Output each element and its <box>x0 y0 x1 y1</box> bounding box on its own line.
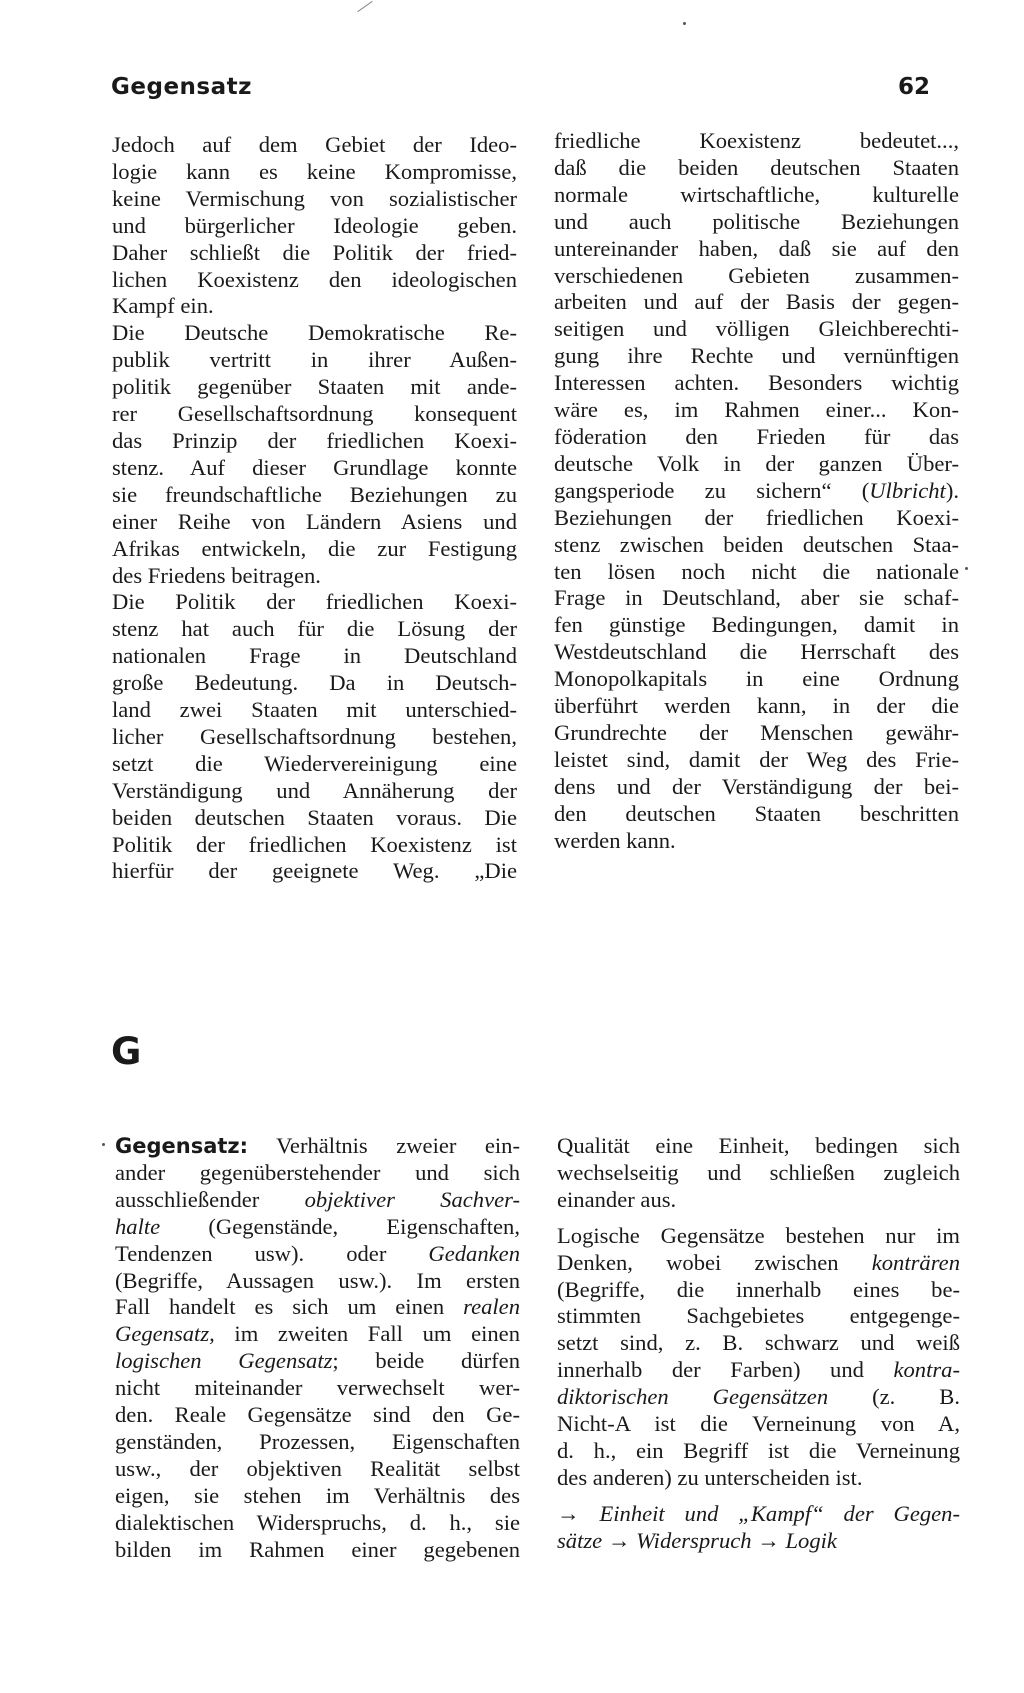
text-line <box>554 478 959 505</box>
text-line: Die Politik der friedlichen Koexi- <box>112 589 517 615</box>
text-line <box>115 1187 520 1214</box>
text-line: einander aus. <box>557 1186 677 1212</box>
text-line: Grundrechte der Menschen gewähr- <box>554 719 959 745</box>
text-line: Die Deutsche Demokratische Re- <box>112 320 517 346</box>
text-line: Politik der friedlichen Koexistenz ist <box>112 831 517 857</box>
text-line: politik gegenüber Staaten mit ande- <box>112 374 517 400</box>
text-line: hierfür der geeignete Weg. „Die <box>112 858 517 884</box>
column-bottom-right <box>557 1133 960 1555</box>
text-line: d. h., ein Begriff ist die Verneinung <box>557 1437 960 1463</box>
text-run: Verhältnis zweier ein- <box>248 1133 520 1158</box>
section-letter: G <box>111 1030 142 1073</box>
text-line <box>115 1348 520 1375</box>
text-run: ; beide dürfen <box>332 1348 520 1374</box>
text-line: genständen, Prozessen, Eigenschaften <box>115 1428 520 1454</box>
text-line: sie freundschaftliche Beziehungen zu <box>112 481 517 507</box>
text-line: ander gegenüberstehender und sich <box>115 1159 520 1185</box>
text-line <box>557 1250 960 1277</box>
text-line <box>557 1384 960 1411</box>
text-line: wäre es, im Rahmen einer... Kon- <box>554 397 959 423</box>
text-line: (Begriffe, Aussagen usw.). Im ersten <box>115 1267 520 1293</box>
text-run: Tendenzen usw). oder <box>115 1240 429 1266</box>
text-line: wechselseitig und schließen zugleich <box>557 1159 960 1185</box>
see-also-line <box>557 1528 960 1555</box>
text-line: land zwei Staaten mit unterschied- <box>112 697 517 723</box>
running-header-title: Gegensatz <box>111 74 253 100</box>
paragraph-gap <box>557 1492 960 1501</box>
text-line: nicht miteinander verwechselt wer- <box>115 1375 520 1401</box>
text-line: gung ihre Rechte und vernünftigen <box>554 343 959 369</box>
text-line: stimmten Sachgebietes entgegenge- <box>557 1303 960 1329</box>
text-line: den deutschen Staaten beschritten <box>554 800 959 826</box>
entry-headword: Gegensatz: <box>115 1134 249 1158</box>
text-run: Denken, wobei zwischen <box>557 1249 872 1275</box>
page-number: 62 <box>898 74 931 100</box>
scan-mark <box>683 22 686 25</box>
italic-term: Gegensatz, <box>115 1321 215 1347</box>
text-line: Jedoch auf dem Gebiet der Ideo- <box>112 132 517 157</box>
text-line: Interessen achten. Besonders wichtig <box>554 370 959 396</box>
column-bottom-left <box>115 1133 520 1564</box>
text-line: usw., der objektiven Realität selbst <box>115 1455 520 1481</box>
text-line: verschiedenen Gebieten zusammen- <box>554 262 959 288</box>
see-also-ref: Widerspruch <box>636 1527 752 1553</box>
text-line: den. Reale Gegensätze sind den Ge- <box>115 1402 520 1428</box>
text-line <box>115 1241 520 1268</box>
text-line: Qualität eine Einheit, bedingen sich <box>557 1133 960 1158</box>
arrow-icon: → <box>757 1527 780 1553</box>
text-line: licher Gesellschaftsordnung bestehen, <box>112 723 517 749</box>
italic-term: halte <box>115 1213 161 1239</box>
text-line: friedliche Koexistenz bedeutet..., <box>554 128 959 153</box>
italic-term: objektiver Sachver- <box>304 1186 520 1212</box>
scan-mark <box>102 1143 105 1146</box>
arrow-icon: → <box>607 1527 631 1553</box>
text-line: Daher schließt die Politik der fried- <box>112 239 517 265</box>
scan-mark <box>357 1 372 12</box>
text-run: ausschließender <box>115 1186 305 1212</box>
text-line: leistet sind, damit der Weg des Frie- <box>554 746 959 772</box>
text-line: publik vertritt in ihrer Außen- <box>112 347 517 373</box>
text-line: dialektischen Widerspruchs, d. h., sie <box>115 1509 520 1535</box>
text-line <box>115 1294 520 1321</box>
text-line <box>115 1133 520 1160</box>
text-line: arbeiten und auf der Basis der gegen- <box>554 289 959 315</box>
text-line: stenz. Auf dieser Grundlage konnte <box>112 454 517 480</box>
text-line: und bürgerlicher Ideologie geben. <box>112 212 517 238</box>
text-line: bilden im Rahmen einer gegebenen <box>115 1536 520 1562</box>
text-run: innerhalb der Farben) und <box>557 1357 894 1383</box>
text-line: eigen, sie stehen im Verhältnis des <box>115 1482 520 1508</box>
text-line: Beziehungen der friedlichen Koexi- <box>554 504 959 530</box>
text-line: das Prinzip der friedlichen Koexi- <box>112 427 517 453</box>
text-line <box>115 1321 520 1348</box>
column-top-right <box>554 128 959 854</box>
text-line: untereinander haben, daß sie auf den <box>554 235 959 261</box>
text-run: Fall handelt es sich um einen <box>115 1294 464 1320</box>
text-line: normale wirtschaftliche, kulturelle <box>554 181 959 207</box>
column-top-left <box>112 132 517 885</box>
italic-term: konträren <box>871 1249 960 1275</box>
text-line: beiden deutschen Staaten voraus. Die <box>112 804 517 830</box>
text-line: Logische Gegensätze bestehen nur im <box>557 1222 960 1248</box>
text-line: setzt die Wiedervereinigung eine <box>112 750 517 776</box>
text-line: Kampf ein. <box>112 293 214 319</box>
text-run: ). <box>945 477 959 503</box>
italic-term: logischen Gegensatz <box>115 1348 333 1374</box>
text-line: werden kann. <box>554 827 676 853</box>
text-line: große Bedeutung. Da in Deutsch- <box>112 670 517 696</box>
text-line: lichen Koexistenz den ideologischen <box>112 266 517 292</box>
text-line: Afrikas entwickeln, die zur Festigung <box>112 535 517 561</box>
text-line: stenz hat auch für die Lösung der <box>112 616 517 642</box>
text-line: des Friedens beitragen. <box>112 562 321 588</box>
text-line: fen günstige Bedingungen, damit in <box>554 612 959 638</box>
author-citation: Ulbricht <box>869 477 946 503</box>
italic-term: Gedanken <box>428 1240 520 1266</box>
text-line: Frage in Deutschland, aber sie schaf- <box>554 585 959 611</box>
text-line <box>115 1214 520 1241</box>
italic-term: realen <box>463 1294 520 1320</box>
text-line: keine Vermischung von sozialistischer <box>112 185 517 211</box>
text-line <box>557 1357 960 1384</box>
text-line: (Begriffe, die innerhalb eines be- <box>557 1276 960 1302</box>
text-line: daß die beiden deutschen Staaten <box>554 154 959 180</box>
text-line: und auch politische Beziehungen <box>554 208 959 234</box>
text-line: Verständigung und Annäherung der <box>112 777 517 803</box>
see-also-ref: sätze <box>557 1527 603 1553</box>
text-line: einer Reihe von Ländern Asiens und <box>112 508 517 534</box>
text-line: nationalen Frage in Deutschland <box>112 643 517 669</box>
text-line: stenz zwischen beiden deutschen Staa- <box>554 531 959 557</box>
text-line: Westdeutschland die Herrschaft des <box>554 639 959 665</box>
text-line: seitigen und völligen Gleichberechti- <box>554 316 959 342</box>
see-also-ref: Logik <box>785 1527 837 1553</box>
paragraph-gap <box>557 1214 960 1223</box>
text-run: gangsperiode zu sichern“ ( <box>554 477 870 503</box>
text-run: (Gegenstände, Eigenschaften, <box>160 1213 520 1239</box>
text-line: Nicht-A ist die Verneinung von A, <box>557 1411 960 1437</box>
scan-mark <box>965 567 968 570</box>
italic-term: kontra- <box>893 1357 960 1383</box>
text-line: überführt werden kann, in der die <box>554 693 959 719</box>
see-also-line <box>557 1501 960 1528</box>
text-run: (z. B. <box>828 1384 960 1410</box>
text-line: föderation den Frieden für das <box>554 423 959 449</box>
arrow-icon: → <box>557 1500 580 1526</box>
text-line: dens und der Verständigung der bei- <box>554 773 959 799</box>
text-line: des anderen) zu unterscheiden ist. <box>557 1464 863 1490</box>
italic-term: diktorischen Gegensätzen <box>557 1384 829 1410</box>
text-line: setzt sind, z. B. schwarz und weiß <box>557 1330 960 1356</box>
text-line: ten lösen noch nicht die nationale <box>554 558 959 584</box>
text-line: logie kann es keine Kompromisse, <box>112 158 517 184</box>
text-run: im zweiten Fall um einen <box>214 1321 520 1347</box>
text-line: rer Gesellschaftsordnung konsequent <box>112 401 517 427</box>
text-line: Monopolkapitals in eine Ordnung <box>554 666 959 692</box>
see-also-ref: Einheit und „Kampf“ der Gegen- <box>599 1500 960 1526</box>
text-line: deutsche Volk in der ganzen Über- <box>554 450 959 476</box>
